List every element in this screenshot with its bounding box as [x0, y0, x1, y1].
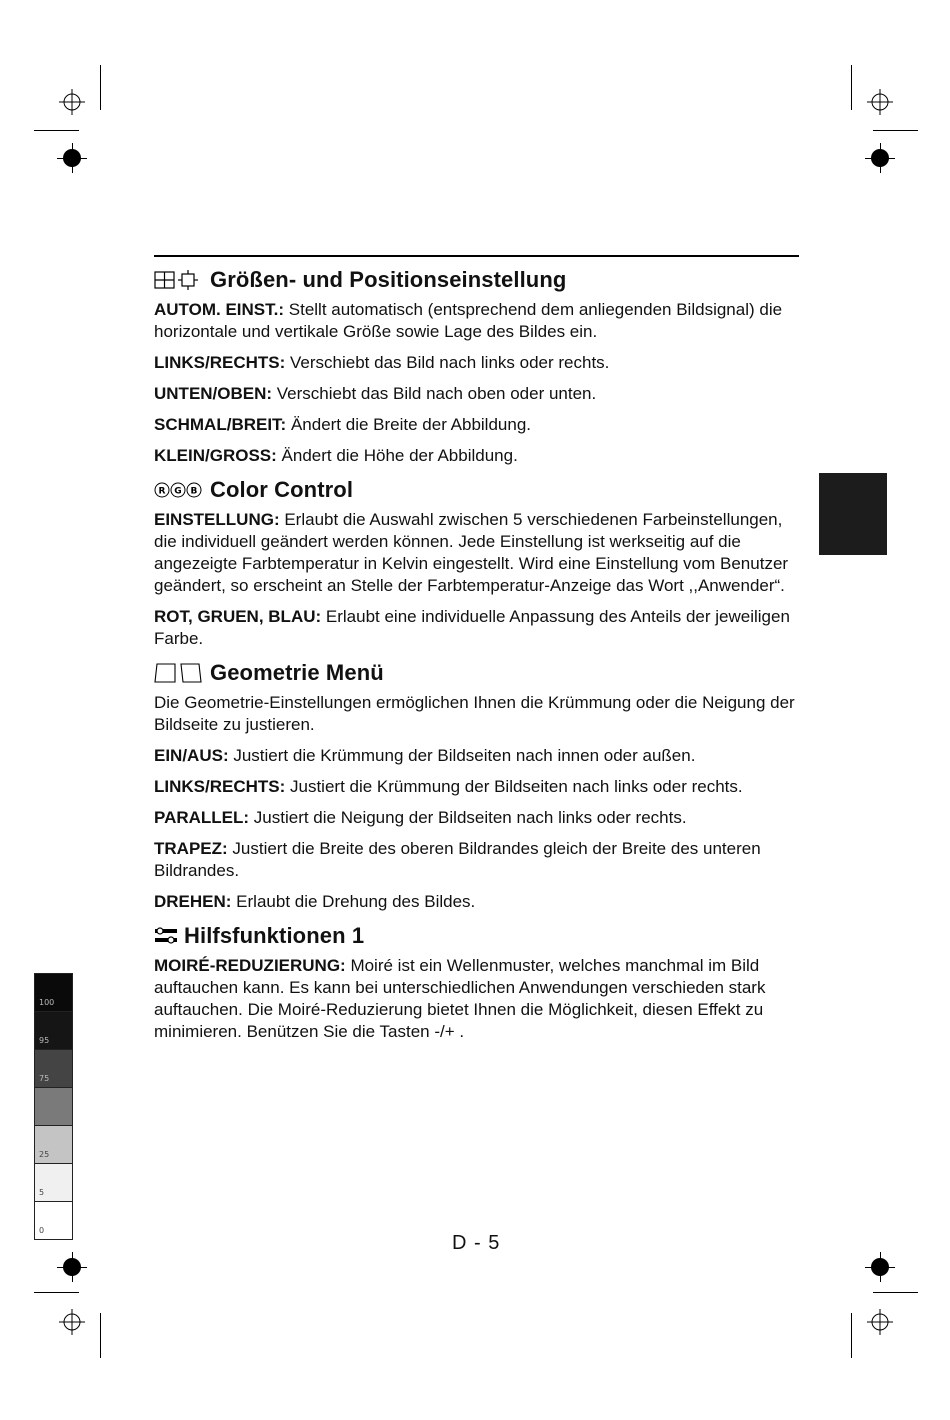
item-term: PARALLEL: — [154, 808, 250, 827]
item-term: DREHEN: — [154, 892, 232, 911]
item-term: ROT, GRUEN, BLAU: — [154, 607, 322, 626]
item-text: Verschiebt das Bild nach links oder rechts. — [285, 353, 610, 372]
section-intro: Die Geometrie-Einstellungen ermöglichen Ihnen die Krümmung oder die Neigung der Bildseite zu justieren. — [154, 693, 795, 734]
item-text: Justiert die Breite des oberen Bildrandes gleich der Breite des unteren Bildrandes. — [154, 839, 761, 880]
item — [154, 955, 799, 1043]
section-heading — [154, 660, 799, 686]
item-text: Erlaubt die Auswahl zwischen 5 verschiedenen Farbeinstellungen, die individuell geändert werden können. Jede Einstellung ist werkseitig auf die angezeigte Farbtemperatur in Kelvin eingestellt. Wird eine Einstellung vom Benutzer geändert, so erscheint an Stelle der Farbtemperatur-Anzeige das Wort ,,Anwender“. — [154, 510, 789, 595]
item — [154, 838, 799, 882]
item-text: Justiert die Krümmung der Bildseiten nach innen oder außen. — [228, 746, 696, 765]
section-geometry — [154, 660, 799, 913]
geometry-icon — [154, 662, 202, 684]
grayscale-swatch — [34, 1049, 73, 1088]
section-heading — [154, 923, 799, 949]
item-term: TRAPEZ: — [154, 839, 228, 858]
rgb-icon — [154, 480, 202, 500]
grayscale-label: 100 — [39, 998, 55, 1007]
item — [154, 445, 799, 467]
crop-mark — [100, 65, 101, 110]
registration-mark-icon — [867, 89, 893, 115]
registration-mark-icon — [59, 1309, 85, 1335]
grayscale-swatch — [34, 1011, 73, 1050]
section-title: Größen- und Positionseinstellung — [210, 267, 567, 292]
grayscale-label: 95 — [39, 1036, 50, 1045]
registration-dot-icon — [871, 149, 889, 167]
svg-text:G: G — [174, 486, 182, 497]
registration-mark-icon — [867, 1309, 893, 1335]
grayscale-swatch — [34, 973, 73, 1012]
crop-mark — [34, 1292, 79, 1293]
item-text: Ändert die Höhe der Abbildung. — [276, 446, 518, 465]
crop-mark — [34, 130, 79, 131]
item-term: EINSTELLUNG: — [154, 510, 280, 529]
item-text: Justiert die Krümmung der Bildseiten nach links oder rechts. — [285, 777, 743, 796]
item — [154, 776, 799, 798]
item-term: SCHMAL/BREIT: — [154, 415, 287, 434]
grayscale-label: 25 — [39, 1150, 50, 1159]
item — [154, 383, 799, 405]
crop-mark — [873, 1292, 918, 1293]
item-text: Erlaubt die Drehung des Bildes. — [231, 892, 476, 911]
registration-mark-icon — [59, 89, 85, 115]
section-title: Color Control — [210, 477, 354, 502]
item-term: LINKS/RECHTS: — [154, 777, 286, 796]
item-text: Ändert die Breite der Abbildung. — [286, 415, 531, 434]
item — [154, 807, 799, 829]
chapter-tab — [819, 473, 887, 555]
size-position-icon — [154, 270, 202, 290]
item-term: KLEIN/GROSS: — [154, 446, 277, 465]
crop-mark — [100, 1313, 101, 1358]
crop-mark — [851, 65, 852, 110]
item-text: Moiré ist ein Wellenmuster, welches manchmal im Bild auftauchen kann. Es kann bei unterschiedlichen Anwendungen verschieden stark auftauchen. Die Moiré-Reduzierung bietet Ihnen die Möglichkeit, diesen Effekt zu minimieren. Benützen Sie die Tasten -/+ . — [154, 956, 766, 1041]
item-text: Verschiebt das Bild nach oben oder unten. — [272, 384, 597, 403]
registration-dot-icon — [63, 1258, 81, 1276]
grayscale-swatch — [34, 1125, 73, 1164]
page-number: D - 5 — [452, 1232, 501, 1254]
document-body — [154, 255, 799, 1052]
svg-text:R: R — [158, 486, 166, 497]
item-text: Erlaubt eine individuelle Anpassung des Anteils der jeweiligen Farbe. — [154, 607, 790, 648]
section-size-position — [154, 267, 799, 467]
grayscale-swatch — [34, 1087, 73, 1126]
section-heading — [154, 267, 799, 293]
item-term: LINKS/RECHTS: — [154, 353, 286, 372]
section-heading — [154, 477, 799, 503]
section-color-control — [154, 477, 799, 650]
grayscale-label: 75 — [39, 1074, 50, 1083]
registration-dot-icon — [63, 149, 81, 167]
grayscale-label: 5 — [39, 1188, 45, 1197]
item — [154, 414, 799, 436]
top-rule — [154, 255, 799, 257]
item — [154, 352, 799, 374]
crop-mark — [851, 1313, 852, 1358]
section-title: Geometrie Menü — [210, 660, 384, 685]
tools-icon — [154, 926, 178, 946]
crop-mark — [873, 130, 918, 131]
item — [154, 606, 799, 650]
item — [154, 509, 799, 597]
grayscale-swatch — [34, 1163, 73, 1202]
item — [154, 891, 799, 913]
section-utilities — [154, 923, 799, 1043]
registration-dot-icon — [871, 1258, 889, 1276]
item-term: EIN/AUS: — [154, 746, 229, 765]
svg-text:B: B — [190, 486, 198, 497]
item — [154, 299, 799, 343]
item-text: Justiert die Neigung der Bildseiten nach links oder rechts. — [249, 808, 687, 827]
grayscale-swatch — [34, 1201, 73, 1240]
item-term: AUTOM. EINST.: — [154, 300, 285, 319]
item-text: Stellt automatisch (entsprechend dem anliegenden Bildsignal) die horizontale und vertikale Größe sowie Lage des Bildes ein. — [154, 300, 783, 341]
item — [154, 745, 799, 767]
section-title: Hilfsfunktionen 1 — [184, 923, 365, 948]
item-term: MOIRÉ-REDUZIERUNG: — [154, 956, 346, 975]
item-term: UNTEN/OBEN: — [154, 384, 273, 403]
grayscale-label: 0 — [39, 1226, 45, 1235]
